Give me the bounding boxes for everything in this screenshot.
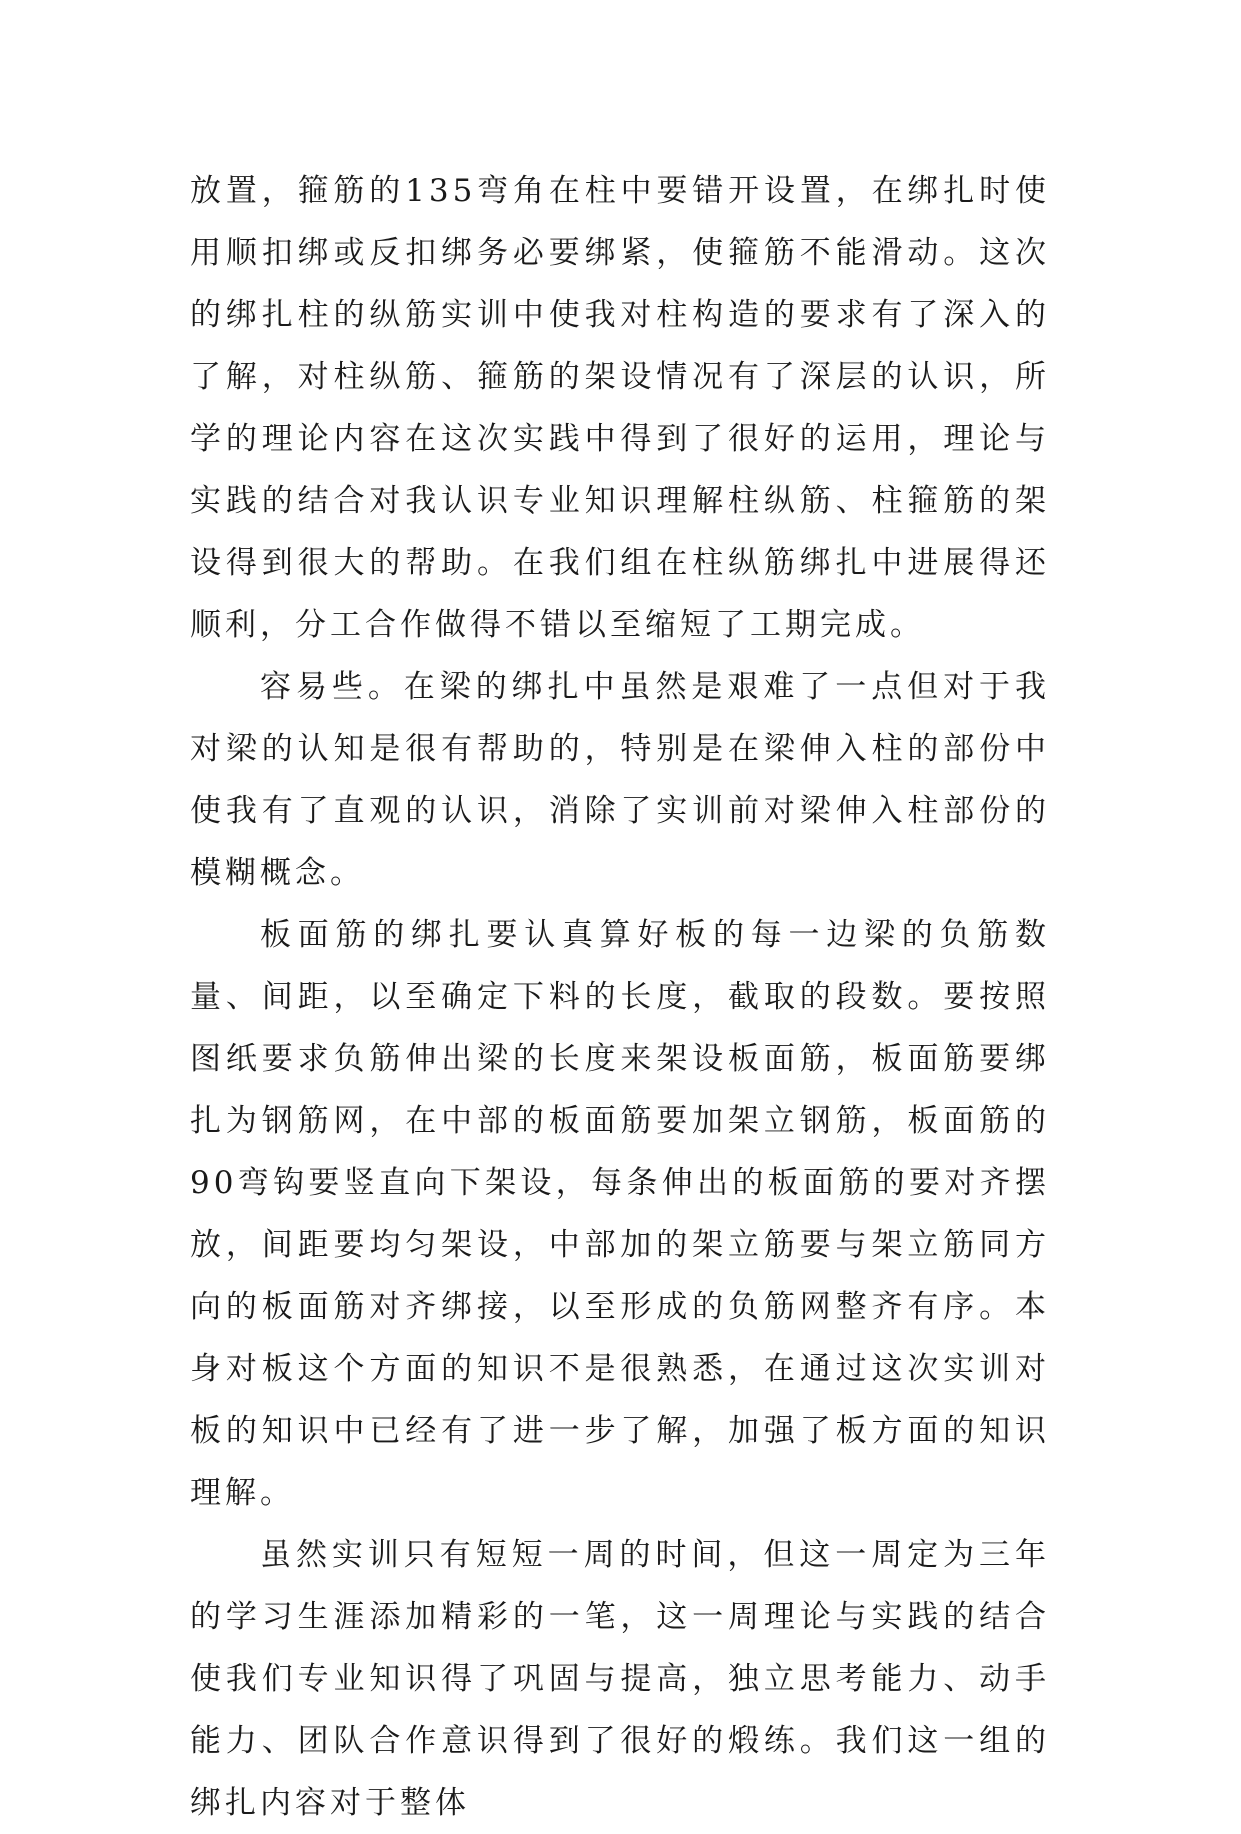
- paragraph-2: 容易些。在梁的绑扎中虽然是艰难了一点但对于我对梁的认知是很有帮助的，特别是在梁伸入柱的部份中使我有了直观的认识，消除了实训前对梁伸入柱部份的模糊概念。: [190, 669, 1050, 891]
- paragraph-1: 放置，箍筋的135弯角在柱中要错开设置，在绑扎时使用顺扣绑或反扣绑务必要绑紧，使箍筋不能滑动。这次的绑扎柱的纵筋实训中使我对柱构造的要求有了深入的了解，对柱纵筋、箍筋的架设情况有了深层的认识，所学的理论内容在这次实践中得到了很好的运用，理论与实践的结合对我认识专业知识理解柱纵筋、柱箍筋的架设得到很大的帮助。在我们组在柱纵筋绑扎中进展得还顺利，分工合作做得不错以至缩短了工期完成。: [190, 173, 1050, 643]
- paragraph-4: 虽然实训只有短短一周的时间，但这一周定为三年的学习生涯添加精彩的一笔，这一周理论与实践的结合使我们专业知识得了巩固与提高，独立思考能力、动手能力、团队合作意识得到了很好的煅练。我们这一组的绑扎内容对于整体: [190, 1537, 1050, 1821]
- body-text: [190, 160, 1050, 1834]
- paragraph-3: 板面筋的绑扎要认真算好板的每一边梁的负筋数量、间距，以至确定下料的长度，截取的段数。要按照图纸要求负筋伸出梁的长度来架设板面筋，板面筋要绑扎为钢筋网，在中部的板面筋要加架立钢筋，板面筋的90弯钩要竖直向下架设，每条伸出的板面筋的要对齐摆放，间距要均匀架设，中部加的架立筋要与架立筋同方向的板面筋对齐绑接，以至形成的负筋网整齐有序。本身对板这个方面的知识不是很熟悉，在通过这次实训对板的知识中已经有了进一步了解，加强了板方面的知识理解。: [190, 917, 1050, 1511]
